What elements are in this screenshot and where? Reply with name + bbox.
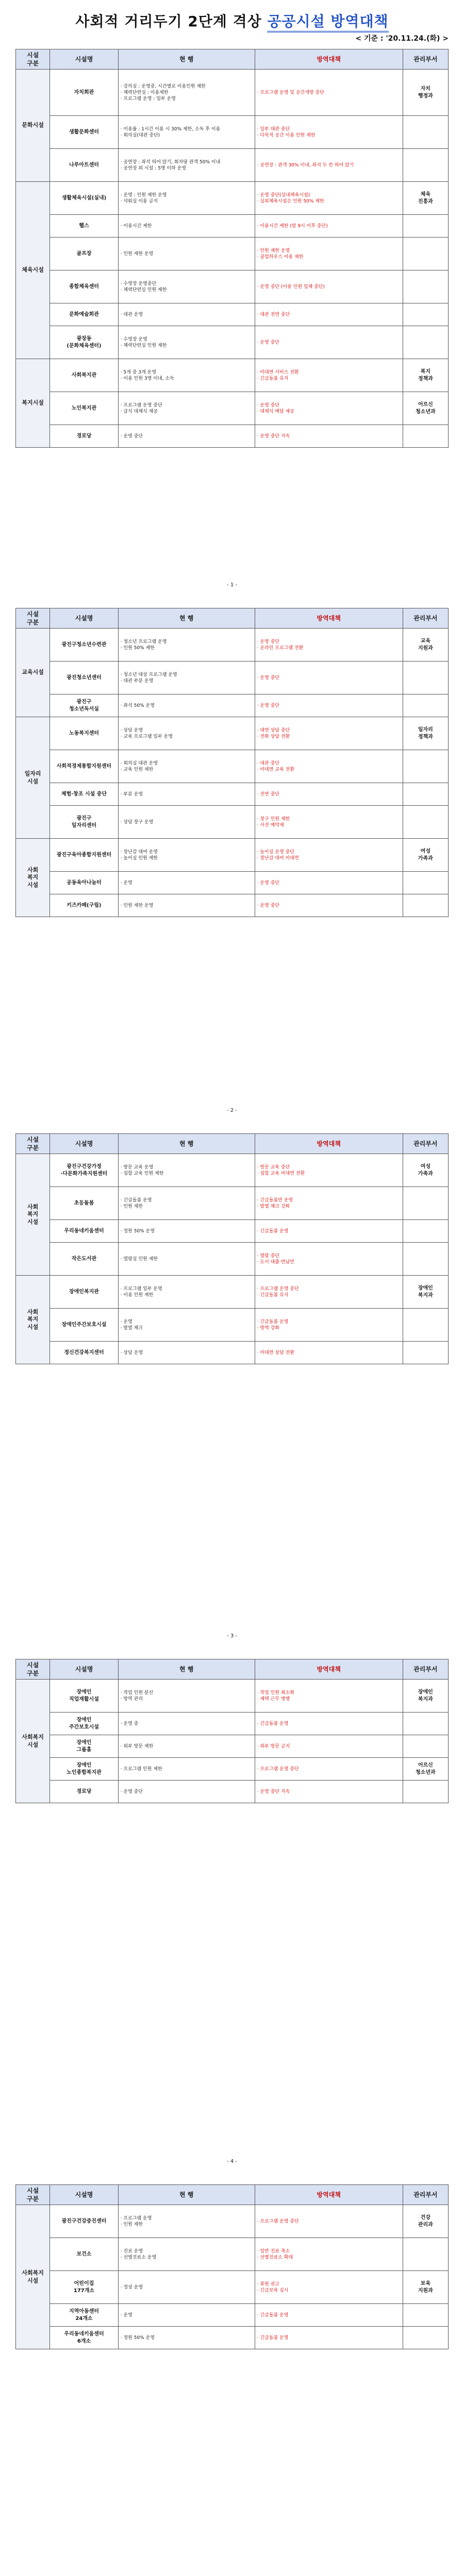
table-header-row	[16, 2185, 449, 2205]
facility-cell: 장애인 직업재활시설	[50, 1680, 118, 1713]
header-plan: 방역대책	[255, 608, 403, 629]
dept-cell	[403, 326, 448, 359]
measures-table	[15, 49, 449, 448]
plan-measure-cell: · 프로그램 운영 중단	[255, 1758, 403, 1781]
current-measure-cell: · 프로그램 인원 제한	[118, 1758, 255, 1781]
current-measure-cell: · 장난감 대여 운영 · 놀이실 인원 제한	[118, 839, 255, 872]
facility-cell: 장애인 노인종합복지관	[50, 1758, 118, 1781]
table-row	[16, 1781, 449, 1803]
header-dept: 관리부서	[403, 49, 448, 70]
category-cell: 문화시설	[16, 70, 50, 182]
plan-measure-cell: · 운영 중단 지속	[255, 1781, 403, 1803]
current-measure-cell: · 운영 중단	[118, 1781, 255, 1803]
plan-measure-cell: · 운영 중단	[255, 872, 403, 894]
dept-cell	[403, 1309, 448, 1342]
category-cell: 체육시설	[16, 182, 50, 359]
header-dept: 관리부서	[403, 1659, 448, 1680]
category-cell: 사회 복지 시설	[16, 839, 50, 917]
dept-cell	[403, 1781, 448, 1803]
plan-measure-cell: · 운영 중단	[255, 694, 403, 717]
plan-measure-cell: · 운영 중단(실내체육시설) · 실외체육시설은 인원 50% 제한	[255, 182, 403, 215]
header-category: 시설 구분	[16, 608, 50, 629]
table-row	[16, 872, 449, 894]
facility-cell: 광진구청소년수련관	[50, 629, 118, 662]
plan-measure-cell: · 긴급돌봄 운영	[255, 2304, 403, 2327]
dept-cell	[403, 425, 448, 448]
plan-measure-cell: · 비대면 상담 전환	[255, 1342, 403, 1364]
category-cell: 사회 복지 시설	[16, 1154, 50, 1276]
facility-cell: 광진구건강가정 ·다문화가족지원센터	[50, 1154, 118, 1187]
table-row	[16, 1243, 449, 1276]
plan-measure-cell: · 대관 전면 중단	[255, 303, 403, 326]
category-cell: 교육시설	[16, 629, 50, 717]
current-measure-cell: · 운영 중단	[118, 425, 255, 448]
plan-measure-cell: · 대관 중단 · 비대면 교육 전환	[255, 750, 403, 783]
measures-table	[15, 1133, 449, 1364]
table-header-row	[16, 49, 449, 70]
dept-cell: 복지 정책과	[403, 359, 448, 392]
dept-cell	[403, 1220, 448, 1243]
header-facility: 시설명	[50, 608, 118, 629]
facility-cell: 공동육아나눔터	[50, 872, 118, 894]
measures-table	[15, 608, 449, 917]
header-plan: 방역대책	[255, 1659, 403, 1680]
plan-measure-cell: · 운영 중단	[255, 894, 403, 917]
current-measure-cell: · 정상 운영	[118, 2271, 255, 2304]
plan-measure-cell: · 프로그램 운영 중단 · 긴급돌봄 유지	[255, 1276, 403, 1309]
page-number: - 3 -	[227, 1633, 237, 1639]
current-measure-cell: · 부분 운영	[118, 783, 255, 806]
current-measure-cell: · 열람실 인원 제한	[118, 1243, 255, 1276]
plan-measure-cell: · 운영 중단 · 온라인 프로그램 전환	[255, 629, 403, 662]
dept-cell	[403, 662, 448, 694]
facility-cell: 보건소	[50, 2238, 118, 2271]
current-measure-cell: · 진료 운영 · 선별진료소 운영	[118, 2238, 255, 2271]
page-1	[15, 49, 449, 448]
dept-cell: 교육 지원과	[403, 629, 448, 662]
table-row	[16, 116, 449, 149]
header-category: 시설 구분	[16, 49, 50, 70]
current-measure-cell: · 이용률 : 1시간 이용 시 30% 제한, 소독 후 이용 · 회의실(대관 중단)	[118, 116, 255, 149]
plan-measure-cell: · 인원 제한 운영 · 클럽하우스 이용 제한	[255, 238, 403, 270]
plan-measure-cell: · 긴급돌봄 운영 · 방역 강화	[255, 1309, 403, 1342]
header-dept: 관리부서	[403, 608, 448, 629]
table-header-row	[16, 608, 449, 629]
page-2	[15, 608, 449, 917]
plan-measure-cell: · 긴급돌봄만 운영 · 발열 체크 강화	[255, 1187, 403, 1220]
facility-cell: 노인복지관	[50, 392, 118, 425]
table-row	[16, 1187, 449, 1220]
table-row	[16, 270, 449, 303]
table-row	[16, 1154, 449, 1187]
facility-cell: 초등돌봄	[50, 1187, 118, 1220]
plan-measure-cell: · 대면 상담 중단 · 전화 상담 전환	[255, 717, 403, 750]
header-current: 현 행	[118, 1659, 255, 1680]
table-row	[16, 238, 449, 270]
table-row	[16, 1342, 449, 1364]
header-current: 현 행	[118, 608, 255, 629]
dept-cell: 보육 지원과	[403, 2271, 448, 2304]
current-measure-cell: · 프로그램 운영 중단 · 급식 대체식 제공	[118, 392, 255, 425]
dept-cell	[403, 303, 448, 326]
plan-measure-cell: · 일부 대관 중단 · 다목적 공간 이용 인원 제한	[255, 116, 403, 149]
table-row	[16, 1220, 449, 1243]
plan-measure-cell: · 놀이실 운영 중단 · 장난감 대여 비대면	[255, 839, 403, 872]
current-measure-cell: · 운영	[118, 872, 255, 894]
plan-measure-cell: · 작업 인원 최소화 · 재택 근무 병행	[255, 1680, 403, 1713]
page-number: - 1 -	[227, 582, 237, 588]
table-row	[16, 694, 449, 717]
current-measure-cell: · 운영 : 인원 제한 운영 · 샤워실 이용 금지	[118, 182, 255, 215]
table-row	[16, 182, 449, 215]
current-measure-cell: · 청소년 대상 프로그램 운영 · 대관 부분 운영	[118, 662, 255, 694]
dept-cell: 여성 가족과	[403, 1154, 448, 1187]
table-row	[16, 2271, 449, 2304]
facility-cell: 광진청소년센터	[50, 662, 118, 694]
plan-measure-cell: · 일반 진료 축소 · 선별진료소 확대	[255, 2238, 403, 2271]
dept-cell	[403, 2327, 448, 2349]
current-measure-cell: · 대관 운영	[118, 303, 255, 326]
dept-cell: 체육 진흥과	[403, 182, 448, 215]
plan-measure-cell: · 창구 인원 제한 · 사전 예약제	[255, 806, 403, 839]
table-row	[16, 326, 449, 359]
current-measure-cell: · 외부 방문 제한	[118, 1735, 255, 1758]
dept-cell	[403, 1187, 448, 1220]
table-row	[16, 806, 449, 839]
page-number: - 4 -	[227, 2159, 237, 2164]
plan-measure-cell: · 긴급돌봄 운영	[255, 1713, 403, 1735]
dept-cell	[403, 116, 448, 149]
header-dept: 관리부서	[403, 1134, 448, 1154]
dept-cell	[403, 694, 448, 717]
title-highlight: 공공시설 방역대책	[267, 10, 388, 32]
dept-cell	[403, 2238, 448, 2271]
facility-cell: 작은도서관	[50, 1243, 118, 1276]
facility-cell: 생활체육시설(실내)	[50, 182, 118, 215]
table-header-row	[16, 1134, 449, 1154]
plan-measure-cell: · 공연장 : 관객 30% 이내, 좌석 두 칸 띄어 앉기	[255, 149, 403, 182]
table-row	[16, 894, 449, 917]
dept-cell: 장애인 복지과	[403, 1680, 448, 1713]
header-facility: 시설명	[50, 49, 118, 70]
facility-cell: 문화예술회관	[50, 303, 118, 326]
facility-cell: 사회복지관	[50, 359, 118, 392]
page-number: - 2 -	[227, 1108, 237, 1113]
table-row	[16, 629, 449, 662]
plan-measure-cell: · 비대면 서비스 전환 · 긴급돌봄 유지	[255, 359, 403, 392]
dept-cell	[403, 750, 448, 783]
current-measure-cell: · 5개 중 3개 운영 · 이용 인원 3명 이내, 소독	[118, 359, 255, 392]
header-facility: 시설명	[50, 2185, 118, 2205]
dept-cell: 자치 행정과	[403, 70, 448, 116]
dept-cell	[403, 1243, 448, 1276]
current-measure-cell: · 수영장 운영중단 · 체력단련실 인원 제한	[118, 270, 255, 303]
table-row	[16, 303, 449, 326]
dept-cell	[403, 215, 448, 238]
header-plan: 방역대책	[255, 1134, 403, 1154]
current-measure-cell: · 작업 인원 분산 · 방역 관리	[118, 1680, 255, 1713]
dept-cell	[403, 872, 448, 894]
facility-cell: 광진구 청소년독서실	[50, 694, 118, 717]
current-measure-cell: · 긴급돌봄 운영 · 인원 제한	[118, 1187, 255, 1220]
current-measure-cell: · 운영	[118, 2304, 255, 2327]
current-measure-cell: · 상담 창구 운영	[118, 806, 255, 839]
plan-measure-cell: · 이용시간 제한 (밤 9시 이후 중단)	[255, 215, 403, 238]
current-measure-cell: · 운영 중	[118, 1713, 255, 1735]
table-row	[16, 1276, 449, 1309]
plan-measure-cell: · 열람 중단 · 도서 대출·반납만	[255, 1243, 403, 1276]
facility-cell: 우리동네키움센터 6개소	[50, 2327, 118, 2349]
table-row	[16, 1309, 449, 1342]
measures-table	[15, 1659, 449, 1803]
baseline-date: < 기준 : '20.11.24.(화) >	[355, 35, 449, 43]
facility-cell: 장애인주간보호시설	[50, 1309, 118, 1342]
facility-cell: 광진구육아종합지원센터	[50, 839, 118, 872]
category-cell: 일자리 시설	[16, 717, 50, 839]
current-measure-cell: · 프로그램 일부 운영 · 이용 인원 제한	[118, 1276, 255, 1309]
table-row	[16, 2304, 449, 2327]
dept-cell: 여성 가족과	[403, 839, 448, 872]
plan-measure-cell: · 운영 중단 (이용 인원 일체 중단)	[255, 270, 403, 303]
dept-cell	[403, 2304, 448, 2327]
header-category: 시설 구분	[16, 2185, 50, 2205]
facility-cell: 경로당	[50, 1781, 118, 1803]
facility-cell: 어린이집 177개소	[50, 2271, 118, 2304]
dept-cell	[403, 894, 448, 917]
table-row	[16, 149, 449, 182]
title-prefix: 사회적 거리두기 2단계 격상	[75, 13, 262, 30]
current-measure-cell: · 회의실 대관 운영 · 교육 인원 제한	[118, 750, 255, 783]
header-current: 현 행	[118, 49, 255, 70]
header-plan: 방역대책	[255, 49, 403, 70]
table-row	[16, 1735, 449, 1758]
facility-cell: 사회적경제통합지원센터	[50, 750, 118, 783]
header-category: 시설 구분	[16, 1134, 50, 1154]
current-measure-cell: · 수영장 운영 · 체력단련실 인원 제한	[118, 326, 255, 359]
dept-cell	[403, 783, 448, 806]
dept-cell: 어르신 청소년과	[403, 392, 448, 425]
current-measure-cell: · 강의실 : 운영중, 시간별로 이용인원 제한 · 체력단련실 : 이용제한 · 프로그램 운영 : 일부 운영	[118, 70, 255, 116]
table-row	[16, 392, 449, 425]
facility-cell: 우리동네키움센터	[50, 1220, 118, 1243]
current-measure-cell: · 청소년 프로그램 운영 · 인원 50% 제한	[118, 629, 255, 662]
facility-cell: 노동복지센터	[50, 717, 118, 750]
dept-cell: 일자리 정책과	[403, 717, 448, 750]
plan-measure-cell: · 방문 교육 중단 · 집합 교육 비대면 전환	[255, 1154, 403, 1187]
dept-cell	[403, 806, 448, 839]
plan-measure-cell: · 운영 중단 지속	[255, 425, 403, 448]
plan-measure-cell: · 프로그램 운영 및 공간개방 중단	[255, 70, 403, 116]
table-row	[16, 215, 449, 238]
facility-cell: 광진구건강증진센터	[50, 2205, 118, 2238]
header-facility: 시설명	[50, 1134, 118, 1154]
dept-cell	[403, 270, 448, 303]
header-plan: 방역대책	[255, 2185, 403, 2205]
table-row	[16, 1680, 449, 1713]
header-facility: 시설명	[50, 1659, 118, 1680]
facility-cell: 장애인 주간보호시설	[50, 1713, 118, 1735]
current-measure-cell: · 정원 50% 운영	[118, 1220, 255, 1243]
dept-cell: 장애인 복지과	[403, 1276, 448, 1309]
document-title	[0, 10, 464, 32]
plan-measure-cell: · 운영 중단	[255, 662, 403, 694]
table-row	[16, 359, 449, 392]
dept-cell	[403, 149, 448, 182]
current-measure-cell: · 공연장 : 좌석 띄어 앉기, 회차당 관객 50% 이내 · 공연장 외 시설 : 5명 이하 운영	[118, 149, 255, 182]
current-measure-cell: · 정원 50% 운영	[118, 2327, 255, 2349]
facility-cell: 키즈카페(구립)	[50, 894, 118, 917]
facility-cell: 광장동 (문화체육센터)	[50, 326, 118, 359]
plan-measure-cell: · 휴원 권고 · 긴급보육 실시	[255, 2271, 403, 2304]
plan-measure-cell: · 긴급돌봄 운영	[255, 2327, 403, 2349]
plan-measure-cell: · 전면 중단	[255, 783, 403, 806]
category-cell: 복지시설	[16, 359, 50, 448]
table-row	[16, 70, 449, 116]
table-row	[16, 750, 449, 783]
facility-cell: 나루아트센터	[50, 149, 118, 182]
current-measure-cell: · 상담 운영 · 교육 프로그램 일부 운영	[118, 717, 255, 750]
facility-cell: 헬스	[50, 215, 118, 238]
header-current: 현 행	[118, 1134, 255, 1154]
header-dept: 관리부서	[403, 2185, 448, 2205]
table-row	[16, 717, 449, 750]
facility-cell: 정신건강복지센터	[50, 1342, 118, 1364]
dept-cell	[403, 1342, 448, 1364]
table-header-row	[16, 1659, 449, 1680]
facility-cell: 경로당	[50, 425, 118, 448]
header-category: 시설 구분	[16, 1659, 50, 1680]
facility-cell: 지역아동센터 24개소	[50, 2304, 118, 2327]
facility-cell: 광진구 일자리센터	[50, 806, 118, 839]
facility-cell: 장애인 그룹홈	[50, 1735, 118, 1758]
facility-cell: 장애인복지관	[50, 1276, 118, 1309]
current-measure-cell: · 상담 운영	[118, 1342, 255, 1364]
current-measure-cell: · 인원 제한 운영	[118, 238, 255, 270]
facility-cell: 골프장	[50, 238, 118, 270]
category-cell: 사회복지 시설	[16, 2205, 50, 2349]
plan-measure-cell: · 운영 중단 · 대체식 배달 제공	[255, 392, 403, 425]
table-row	[16, 1713, 449, 1735]
facility-cell: 자치회관	[50, 70, 118, 116]
facility-cell: 생활문화센터	[50, 116, 118, 149]
page-3	[15, 1133, 449, 1364]
dept-cell	[403, 238, 448, 270]
dept-cell: 건강 관리과	[403, 2205, 448, 2238]
dept-cell	[403, 1713, 448, 1735]
table-row	[16, 425, 449, 448]
table-row	[16, 1758, 449, 1781]
page-4	[15, 1659, 449, 1803]
plan-measure-cell: · 긴급돌봄 운영	[255, 1220, 403, 1243]
plan-measure-cell: · 운영 중단	[255, 326, 403, 359]
current-measure-cell: · 좌석 50% 운영	[118, 694, 255, 717]
table-row	[16, 2327, 449, 2349]
current-measure-cell: · 이용시간 제한	[118, 215, 255, 238]
header-current: 현 행	[118, 2185, 255, 2205]
table-row	[16, 662, 449, 694]
current-measure-cell: · 프로그램 운영 · 인원 제한	[118, 2205, 255, 2238]
table-row	[16, 2205, 449, 2238]
facility-cell: 체험·창조 시설 중단	[50, 783, 118, 806]
table-row	[16, 839, 449, 872]
current-measure-cell: · 인원 제한 운영	[118, 894, 255, 917]
table-row	[16, 783, 449, 806]
dept-cell	[403, 1735, 448, 1758]
dept-cell: 어르신 청소년과	[403, 1758, 448, 1781]
plan-measure-cell: · 프로그램 운영 중단	[255, 2205, 403, 2238]
table-row	[16, 2238, 449, 2271]
category-cell: 사회복지 시설	[16, 1680, 50, 1803]
plan-measure-cell: · 외부 방문 금지	[255, 1735, 403, 1758]
facility-cell: 종합체육센터	[50, 270, 118, 303]
current-measure-cell: · 운영 · 발열 체크	[118, 1309, 255, 1342]
page-5	[15, 2184, 449, 2349]
category-cell: 사회 복지 시설	[16, 1276, 50, 1364]
current-measure-cell: · 방문 교육 운영 · 집합 교육 인원 제한	[118, 1154, 255, 1187]
measures-table	[15, 2184, 449, 2349]
